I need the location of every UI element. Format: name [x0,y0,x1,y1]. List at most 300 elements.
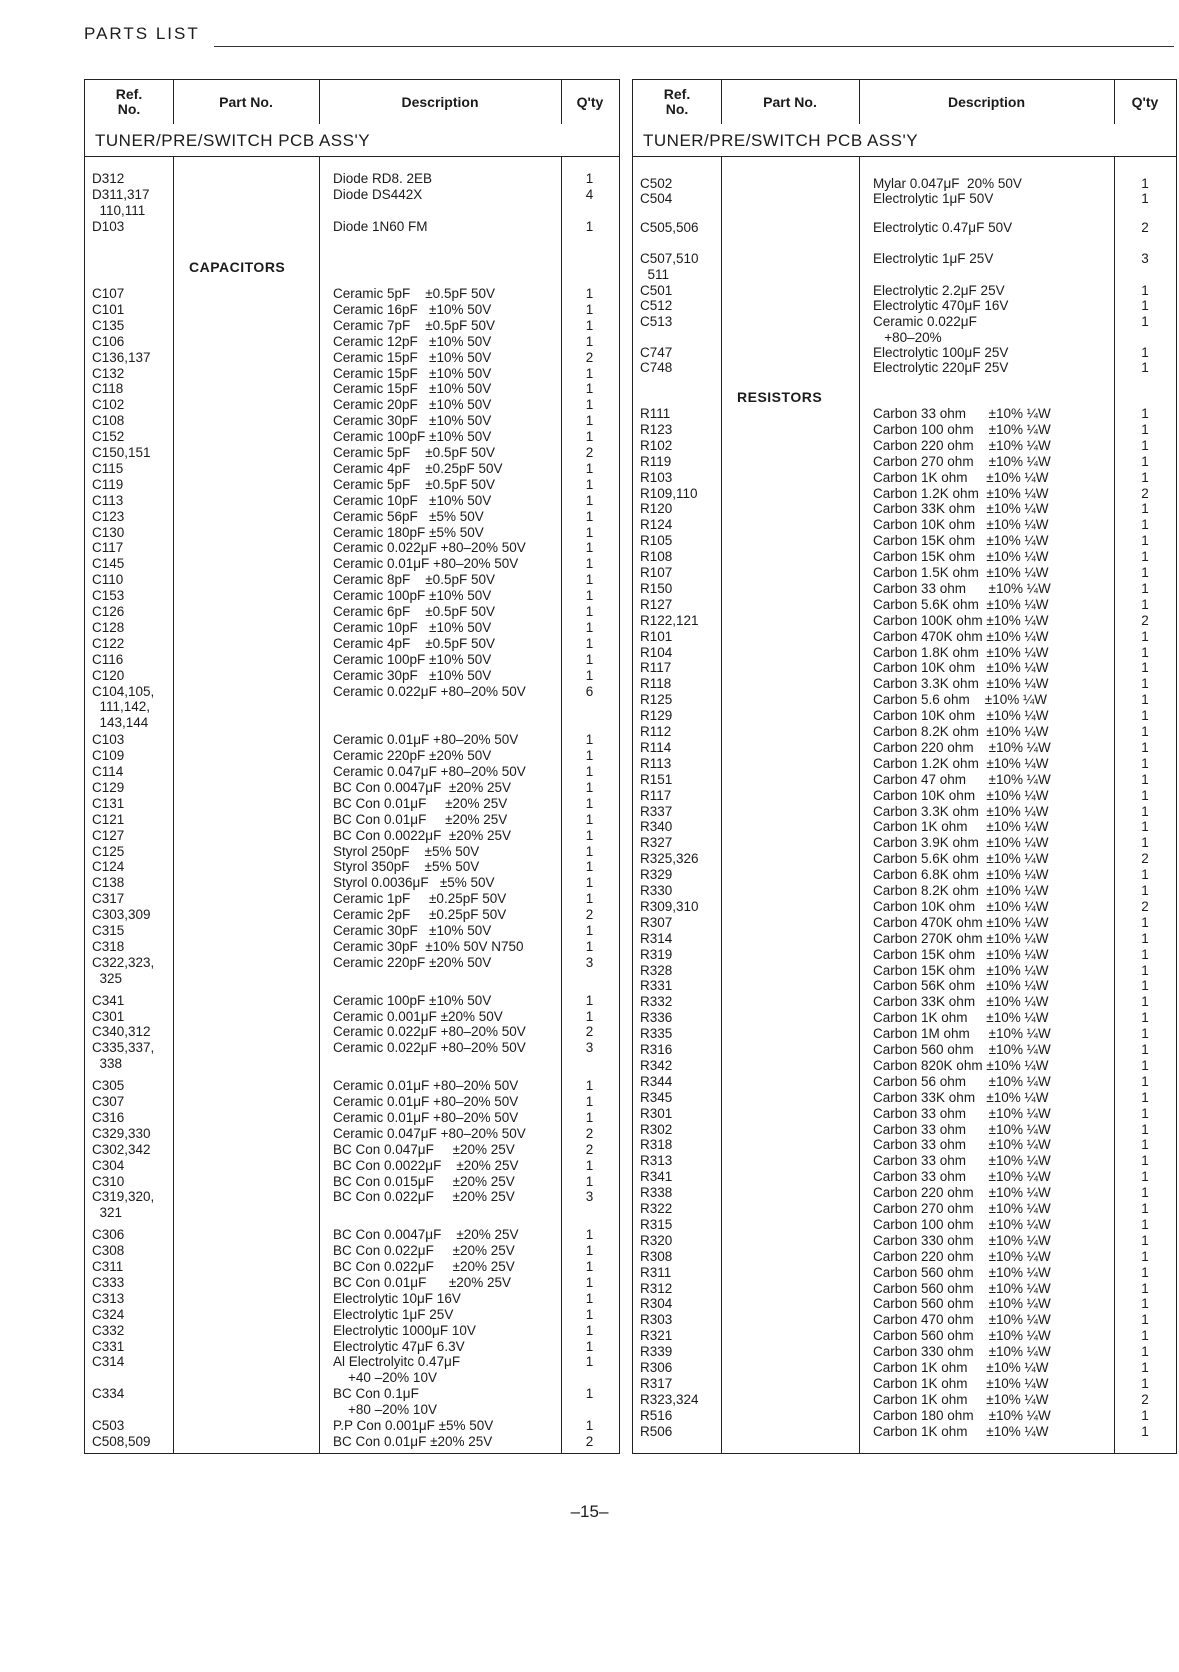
table-row [85,1009,619,1025]
ref-cell: C747 [640,345,673,360]
table-row [85,381,619,397]
qty-cell: 1 [1141,978,1149,994]
page-number: –15– [570,1502,609,1521]
table-row [85,350,619,366]
description-cell: Carbon 1K ohm ±10% ¼W [873,1391,1049,1407]
qty-cell: 1 [585,651,594,667]
description-cell: Carbon 560 ohm ±10% ¼W [873,1264,1051,1280]
qty-cell: 2 [585,1433,594,1449]
description-cell: Carbon 5.6 ohm ±10% ¼W [873,692,1047,708]
qty-cell: 1 [585,476,594,492]
description-cell: Ceramic 30pF ±10% 50V N750 [333,938,524,954]
table-row [85,302,619,318]
qty-cell: 1 [1141,298,1149,313]
description-cell: Electrolytic 1000μF 10V [333,1322,476,1338]
ref-cell: R105 [640,533,673,549]
qty-cell: 2 [1141,220,1149,235]
table-row [633,1074,1176,1090]
ref-cell: R336 [640,1010,673,1026]
description-cell: BC Con 0.01μF ±20% 25V [333,1274,512,1290]
table-row [633,1281,1176,1297]
description-cell: Carbon 10K ohm ±10% ¼W [873,708,1049,724]
qty-cell: 1 [1141,819,1149,835]
description-cell: Electrolytic 10μF 16V [333,1290,461,1306]
description-cell: Ceramic 4pF ±0.5pF 50V [333,635,495,651]
ref-cell: R320 [640,1232,673,1248]
ref-cell: R118 [640,676,672,692]
qty-cell: 6 [585,683,594,699]
table-row [633,899,1176,915]
qty-cell: 1 [585,1109,594,1125]
table-row [633,283,1176,299]
ref-cell: C331 [92,1338,125,1354]
ref-cell: R122,121 [640,612,699,628]
ref-cell: C145 [92,556,125,572]
table-row [85,604,619,620]
ref-cell: C124 [92,859,125,875]
description-cell: Carbon 1.5K ohm ±10% ¼W [873,565,1049,580]
description-cell: Electrolytic 1μF 50V [873,191,994,206]
description-cell: Carbon 6.8K ohm ±10% ¼W [873,867,1049,883]
description-cell: Ceramic 15pF ±10% 50V [333,365,492,381]
qty-cell: 1 [585,317,594,333]
qty-cell: 1 [585,604,594,619]
table-row [85,286,619,302]
qty-cell: 3 [585,1040,594,1056]
description-cell: Carbon 1K ohm ±10% ¼W [873,1375,1049,1391]
description-cell: Carbon 10K ohm ±10% ¼W [873,787,1049,803]
qty-cell: 1 [585,1322,594,1338]
qty-cell: 1 [585,938,594,954]
table-row [633,191,1176,207]
table-row [633,251,1176,267]
table-row [633,692,1176,708]
ref-cell: C302,342 [92,1141,151,1157]
ref-cell: R314 [640,930,673,946]
description-cell: Carbon 3.3K ohm ±10% ¼W [873,803,1049,819]
qty-cell: 1 [1141,191,1149,206]
description-cell: Carbon 33 ohm ±10% ¼W [873,1153,1051,1169]
description-cell: Carbon 3.9K ohm ±10% ¼W [873,835,1049,851]
ref-cell: C306 [92,1227,125,1243]
qty-cell: 1 [1141,1121,1149,1137]
ref-cell: C122 [92,635,125,651]
qty-cell: 1 [1141,930,1149,946]
qty-cell: 1 [585,1306,594,1322]
ref-cell: C341 [92,992,125,1008]
qty-cell: 1 [585,171,594,186]
description-cell: Carbon 33 ohm ±10% ¼W [873,1105,1051,1121]
ref-cell: C135 [92,317,125,333]
description-cell: BC Con 0.01μF ±20% 25V [333,811,508,827]
table-row [85,732,619,748]
table-row [633,819,1176,835]
qty-cell: 1 [585,795,594,811]
ref-cell: R117 [640,787,672,803]
description-cell: Carbon 5.6K ohm ±10% ¼W [873,851,1049,867]
description-cell: Carbon 180 ohm ±10% ¼W [873,1407,1051,1423]
description-cell: Ceramic 30pF ±10% 50V [333,413,492,429]
qty-cell: 1 [585,1078,594,1094]
qty-cell: 1 [1141,1057,1149,1073]
description-cell: Carbon 100 ohm ±10% ¼W [873,421,1051,437]
description-cell: Diode RD8. 2EB [333,171,433,186]
qty-cell: 1 [1141,692,1149,708]
table-row [633,1312,1176,1328]
ref-cell: R506 [640,1423,673,1439]
ref-cell: R123 [640,421,673,437]
description-cell: Carbon 15K ohm ±10% ¼W [873,533,1049,549]
description-cell: Carbon 470K ohm ±10% ¼W [873,628,1049,644]
table-row [633,1392,1176,1408]
ref-cell: R111 [640,406,671,421]
qty-cell: 1 [1141,755,1149,771]
description-cell: BC Con 0.1μF [333,1386,419,1402]
col-header-ref: Ref. No. [663,86,691,117]
description-cell: Diode 1N60 FM [333,219,428,234]
description-cell: Ceramic 8pF ±0.5pF 50V [333,572,495,588]
table-row [85,203,619,219]
qty-cell: 1 [585,219,594,234]
qty-cell: 1 [1141,994,1149,1010]
qty-cell: 2 [1141,1391,1149,1407]
ref-cell: R302 [640,1121,673,1137]
description-cell: Ceramic 0.047μF +80–20% 50V [333,764,526,779]
qty-cell: 1 [585,779,594,795]
ref-cell: C324 [92,1306,125,1322]
ref-cell: C110 [92,572,124,588]
table-row [85,764,619,780]
ref-cell: C513 [640,314,673,329]
description-cell: Al Electrolyitc 0.47μF [333,1354,461,1370]
ref-cell: R335 [640,1026,673,1042]
qty-cell: 1 [1141,360,1149,375]
table-row [85,1126,619,1142]
description-cell: Ceramic 0.001μF ±20% 50V [333,1008,503,1024]
ref-cell: C119 [92,476,124,492]
description-cell: Carbon 33 ohm ±10% ¼W [873,1137,1051,1153]
table-row [633,1249,1176,1265]
ref-cell: C304 [92,1157,125,1173]
table-row [85,699,619,715]
assembly-title: TUNER/PRE/SWITCH PCB ASS'Y [633,124,1176,157]
ref-cell: R338 [640,1185,673,1201]
description-cell: Carbon 220 ohm ±10% ¼W [873,739,1051,755]
description-cell: BC Con 0.01μF ±20% 25V [333,1433,493,1449]
table-row [633,931,1176,947]
qty-cell: 1 [1141,1185,1149,1201]
description-cell: Carbon 100K ohm ±10% ¼W [873,612,1049,628]
ref-cell: R125 [640,692,673,708]
ref-cell: R103 [640,469,673,485]
qty-cell: 1 [585,508,594,524]
table-row [633,994,1176,1010]
description-cell: Carbon 8.2K ohm ±10% ¼W [873,883,1049,898]
description-cell: P.P Con 0.001μF ±5% 50V [333,1418,494,1433]
qty-cell: 1 [585,992,594,1008]
description-cell: Carbon 820K ohm ±10% ¼W [873,1057,1049,1073]
qty-cell: 4 [585,187,594,202]
qty-cell: 1 [1141,1312,1149,1328]
table-row [85,1323,619,1339]
table-row [633,470,1176,486]
ref-cell: C504 [640,191,673,206]
ref-cell: R319 [640,946,673,962]
table-row [85,796,619,812]
qty-cell: 1 [1141,1232,1149,1248]
description-cell: Carbon 10K ohm ±10% ¼W [873,517,1049,533]
qty-cell: 1 [1141,1026,1149,1042]
description-cell: Carbon 15K ohm ±10% ¼W [873,946,1049,962]
ref-cell: 325 [92,970,123,986]
qty-cell: 1 [585,397,594,413]
ref-cell: C332 [92,1322,125,1338]
qty-cell: 1 [1141,533,1149,549]
ref-cell: C317 [92,891,125,907]
description-cell: Ceramic 10pF ±10% 50V [333,619,492,635]
table-row [633,1376,1176,1392]
ref-cell: C340,312 [92,1024,151,1040]
table-row [85,652,619,668]
description-cell: Ceramic 2pF ±0.25pF 50V [333,907,507,923]
table-row [85,1142,619,1158]
qty-cell: 1 [1141,1201,1149,1216]
description-cell: Carbon 1.2K ohm ±10% ¼W [873,755,1049,771]
ref-cell: R516 [640,1407,673,1423]
ref-cell: C329,330 [92,1125,151,1141]
ref-cell: R117 [640,660,672,676]
qty-cell: 1 [585,859,594,875]
table-row [633,1106,1176,1122]
table-row [633,756,1176,772]
description-cell: Styrol 0.0036μF ±5% 50V [333,875,495,891]
ref-cell: D103 [92,219,125,234]
table-row [633,1360,1176,1376]
table-row [633,1408,1176,1424]
ref-cell: 110,111 [92,203,146,218]
description-cell: Ceramic 20pF ±10% 50V [333,397,492,413]
ref-cell: R316 [640,1042,673,1057]
table-row [633,1201,1176,1217]
description-cell: Carbon 33 ohm ±10% ¼W [873,580,1051,596]
ref-cell: C113 [92,492,124,508]
ref-cell: C301 [92,1008,125,1024]
qty-cell: 3 [585,1189,594,1205]
table-row [85,875,619,891]
ref-cell: C314 [92,1354,125,1370]
table-row [85,1386,619,1402]
description-cell: Carbon 220 ohm ±10% ¼W [873,1248,1051,1264]
description-cell: Ceramic 6pF ±0.5pF 50V [333,604,495,619]
page-title: PARTS LIST [84,24,200,43]
table-row [85,572,619,588]
parts-table-left [84,79,620,1454]
ref-cell: R308 [640,1248,673,1264]
qty-cell: 1 [585,301,594,317]
ref-cell: R301 [640,1105,673,1121]
table-row [85,1339,619,1355]
table-row [633,267,1176,283]
ref-cell: 321 [92,1205,123,1221]
table-row [633,978,1176,994]
table-row [85,187,619,203]
table-row [85,859,619,875]
table-row [633,454,1176,470]
ref-cell: C132 [92,365,125,381]
ref-cell: R129 [640,708,673,724]
description-cell: Ceramic 10pF ±10% 50V [333,492,492,508]
table-row [633,330,1176,346]
ref-cell: R315 [640,1216,673,1232]
description-cell: Carbon 56K ohm ±10% ¼W [873,978,1049,994]
description-cell: Electrolytic 470μF 16V [873,298,1009,313]
ref-cell: 111,142, [92,699,151,715]
table-row [85,812,619,828]
qty-cell: 1 [585,1008,594,1024]
qty-cell: 1 [1141,1042,1149,1057]
ref-cell: C153 [92,588,125,604]
description-cell: BC Con 0.01μF ±20% 25V [333,795,508,811]
qty-cell: 1 [1141,867,1149,883]
ref-cell: C136,137 [92,349,151,365]
description-cell: Electrolytic 0.47μF 50V [873,220,1013,235]
table-row [633,1090,1176,1106]
description-cell: Ceramic 0.01μF +80–20% 50V [333,1078,519,1094]
table-row [633,645,1176,661]
qty-cell: 1 [1141,1360,1149,1375]
ref-cell: C311 [92,1259,124,1274]
ref-cell: R107 [640,565,673,580]
table-row [85,1307,619,1323]
description-cell: Carbon 10K ohm ±10% ¼W [873,898,1049,914]
description-cell: Carbon 33 ohm ±10% ¼W [873,1121,1051,1137]
ref-cell: R322 [640,1201,673,1216]
description-cell: Carbon 330 ohm ±10% ¼W [873,1344,1051,1360]
qty-cell: 1 [1141,1089,1149,1105]
ref-cell: R331 [640,978,673,994]
ref-cell: R332 [640,994,673,1010]
table-row [85,780,619,796]
qty-cell: 1 [1141,628,1149,644]
ref-cell: C152 [92,429,125,445]
table-row [85,1189,619,1205]
ref-cell: R317 [640,1375,673,1391]
qty-cell: 1 [1141,580,1149,596]
table-row [633,501,1176,517]
table-row [85,429,619,445]
ref-cell: R303 [640,1312,673,1328]
qty-cell: 1 [1141,549,1149,565]
description-cell: Carbon 33K ohm ±10% ¼W [873,1089,1049,1105]
ref-cell: R340 [640,819,673,835]
table-row [633,581,1176,597]
ref-cell: C123 [92,508,125,524]
table-row [633,422,1176,438]
ref-cell: R124 [640,517,673,533]
ref-cell: C118 [92,381,124,397]
col-header-part: Part No. [219,93,273,110]
ref-cell: C101 [92,301,125,317]
table-row [85,891,619,907]
table-row [85,993,619,1009]
description-cell: Carbon 470K ohm ±10% ¼W [873,914,1049,930]
qty-cell: 1 [1141,345,1149,360]
table-row [633,629,1176,645]
table-row [633,740,1176,756]
table-row [85,461,619,477]
table-row [633,788,1176,804]
qty-cell: 1 [1141,517,1149,533]
table-row [85,366,619,382]
table-row [633,772,1176,788]
ref-cell: C505,506 [640,220,699,235]
description-cell: Ceramic 15pF ±10% 50V [333,349,492,365]
qty-cell: 1 [1141,739,1149,755]
qty-cell: 2 [1141,485,1149,501]
ref-cell: C334 [92,1386,125,1402]
qty-cell: 1 [585,556,594,572]
ref-cell: C115 [92,460,124,476]
table-row [85,588,619,604]
ref-cell: C127 [92,827,125,843]
ref-cell: C106 [92,333,125,349]
description-cell: Carbon 33 ohm ±10% ¼W [873,1169,1051,1185]
description-cell: Ceramic 5pF ±0.5pF 50V [333,476,495,492]
description-cell: Styrol 250pF ±5% 50V [333,843,480,859]
ref-cell: C138 [92,875,125,891]
table-row [633,1058,1176,1074]
ref-cell: C316 [92,1109,125,1125]
description-cell: Carbon 15K ohm ±10% ¼W [873,962,1049,978]
table-row [633,438,1176,454]
ref-cell: C303,309 [92,907,151,923]
table-row [85,1418,619,1434]
description-cell: Electrolytic 100μF 25V [873,345,1009,360]
description-cell: Ceramic 0.047μF +80–20% 50V [333,1125,526,1141]
ref-cell: C308 [92,1243,125,1259]
qty-cell: 1 [585,1227,594,1243]
description-cell: BC Con 0.0022μF ±20% 25V [333,1157,519,1173]
qty-cell: 1 [1141,1216,1149,1232]
description-cell: Carbon 33K ohm ±10% ¼W [873,994,1049,1010]
qty-cell: 1 [585,667,594,683]
qty-cell: 2 [585,1024,594,1040]
ref-cell: C748 [640,360,673,375]
qty-cell: 1 [1141,883,1149,898]
ref-cell: R113 [640,755,672,771]
ref-cell: C125 [92,843,125,859]
qty-cell: 2 [585,1125,594,1141]
qty-cell: 1 [585,843,594,859]
description-cell: Ceramic 0.022μF +80–20% 50V [333,1040,526,1056]
ref-cell: C107 [92,286,125,301]
qty-cell: 1 [585,619,594,635]
ref-cell: R109,110 [640,485,698,501]
description-cell: Ceramic 100pF ±10% 50V [333,588,492,604]
qty-cell: 1 [1141,835,1149,851]
ref-cell: R341 [640,1169,673,1185]
ref-cell: R304 [640,1296,673,1312]
qty-cell: 1 [585,875,594,891]
ref-cell: R345 [640,1089,673,1105]
qty-cell: 1 [1141,1137,1149,1153]
ref-cell: R342 [640,1057,673,1073]
ref-cell: C501 [640,283,673,298]
qty-cell: 1 [585,1259,594,1274]
description-cell: Ceramic 0.01μF +80–20% 50V [333,732,519,748]
description-cell: Ceramic 4pF ±0.25pF 50V [333,460,503,476]
description-cell: Styrol 350pF ±5% 50V [333,859,480,875]
